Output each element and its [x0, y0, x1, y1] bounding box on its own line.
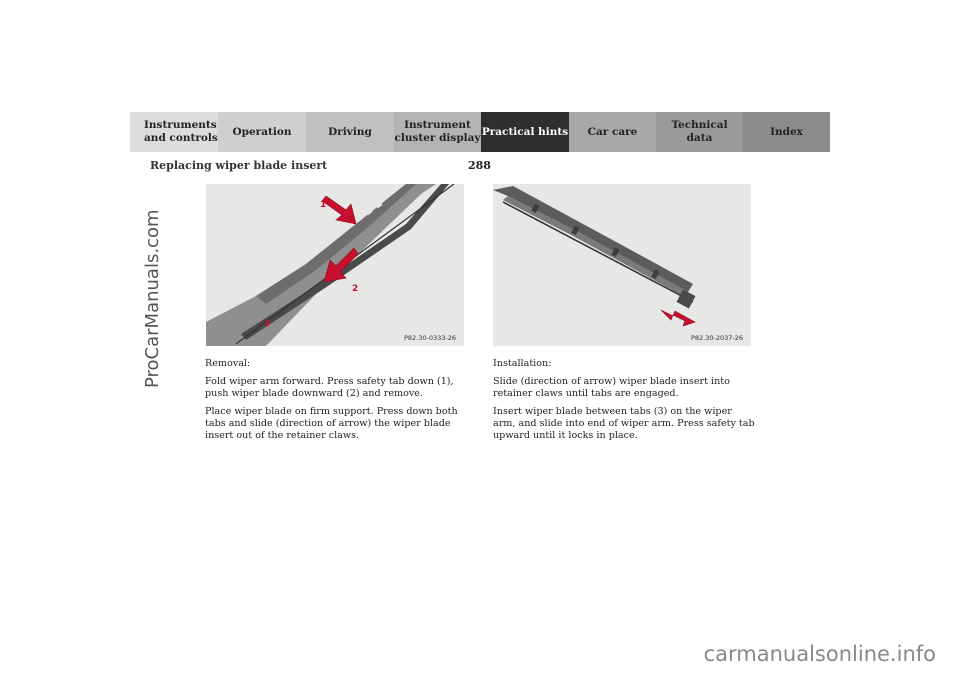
tab-label: Instrument cluster display: [394, 119, 481, 144]
wiper-blade-illustration: [493, 184, 751, 346]
installation-heading: Installation:: [493, 358, 552, 369]
section-nav: [130, 112, 830, 152]
tab-car-care[interactable]: [569, 112, 656, 152]
tab-label: Technical data: [671, 119, 728, 144]
figure-code: P82.30-2037-26: [690, 334, 743, 342]
tab-label: Car care: [587, 125, 638, 138]
installation-step-2: Insert wiper blade between tabs (3) on the wiper arm, and slide into end of wiper arm. Press safety tab upward until it locks in place.: [493, 406, 755, 441]
tab-label: Index: [770, 125, 803, 138]
tab-driving[interactable]: [306, 112, 394, 152]
installation-section: [493, 358, 755, 448]
callout-2: 2: [352, 284, 359, 294]
page-title: Replacing wiper blade insert: [150, 159, 328, 172]
removal-heading: Removal:: [205, 358, 251, 369]
footer-watermark: carmanualsonline.info: [703, 642, 936, 666]
side-watermark: ProCarManuals.com: [142, 209, 163, 388]
tab-label: Practical hints: [481, 125, 569, 138]
wiper-arm-edge: [256, 184, 416, 304]
blade-insert-line: [503, 202, 693, 302]
tab-practical-hints[interactable]: [481, 112, 569, 152]
tab-instrument-cluster-display[interactable]: [394, 112, 481, 152]
callout-3: 3: [264, 319, 271, 329]
installation-step-1: Slide (direction of arrow) wiper blade insert into retainer claws until tabs are engaged.: [493, 376, 730, 399]
figure-installation: [493, 184, 751, 346]
tab-index[interactable]: [743, 112, 830, 152]
tab-label: Operation: [232, 125, 292, 138]
removal-step-2: Place wiper blade on firm support. Press down both tabs and slide (direction of arrow) the wiper blade insert out of the retainer claws.: [205, 406, 458, 441]
tab-technical-data[interactable]: [656, 112, 743, 152]
wiper-arm-illustration: [206, 184, 464, 346]
slide-arrow: [661, 310, 695, 326]
press-arrow: [322, 196, 356, 224]
removal-section: [205, 358, 467, 448]
tab-operation[interactable]: [218, 112, 306, 152]
blade-frame: [493, 186, 693, 292]
tab-label: Instruments and controls: [144, 119, 218, 144]
callout-1: 1: [320, 200, 327, 210]
removal-step-1: Fold wiper arm forward. Press safety tab down (1), push wiper blade downward (2) and remove.: [205, 376, 454, 399]
tab-instruments-and-controls[interactable]: [130, 112, 218, 152]
figure-code: P82.30-0333-26: [403, 334, 456, 342]
figure-removal: [206, 184, 464, 346]
blade-frame-lower: [503, 196, 688, 296]
page-number: 288: [468, 159, 491, 172]
tab-label: Driving: [328, 125, 372, 138]
